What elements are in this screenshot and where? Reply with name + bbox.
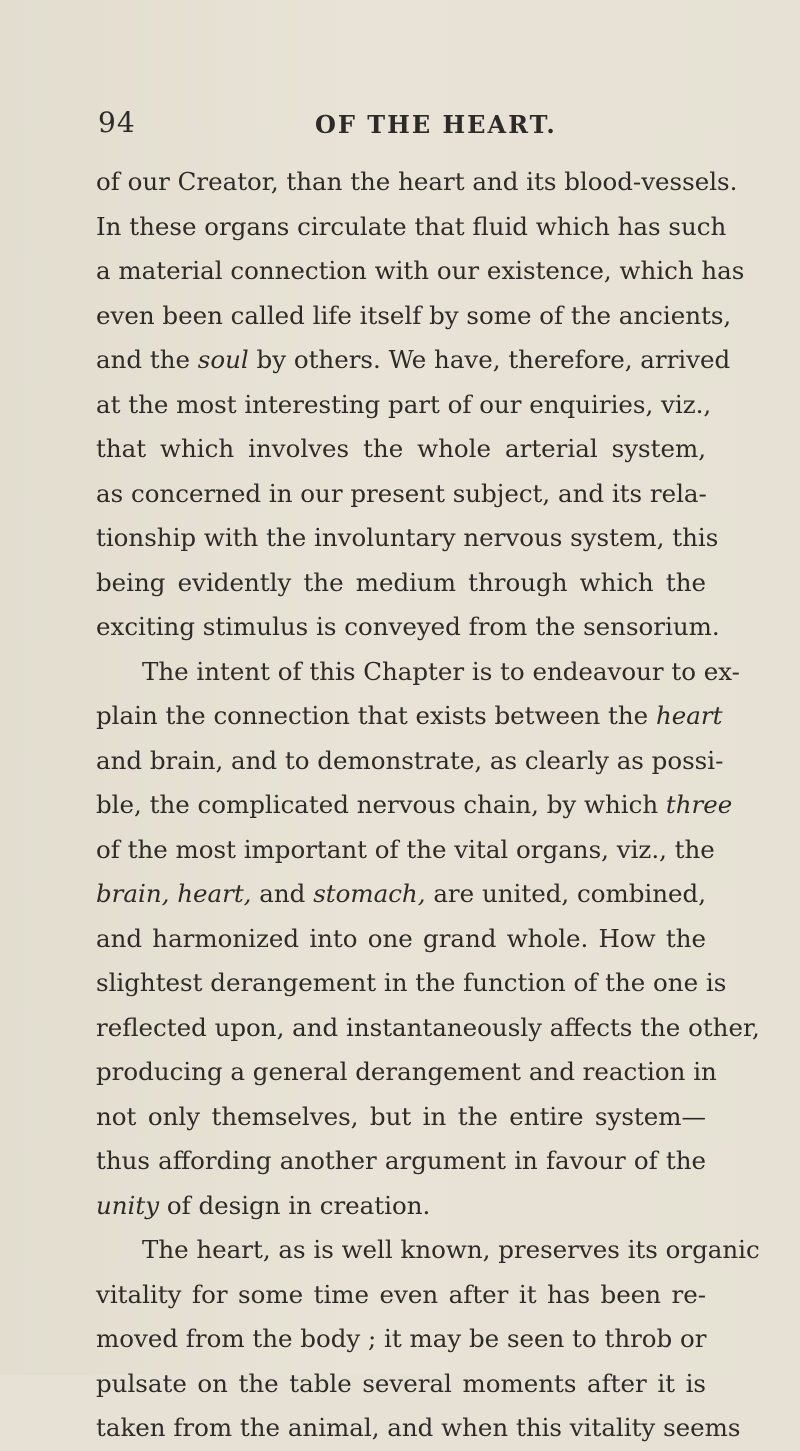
text-line	[96, 1184, 706, 1229]
text-line	[96, 205, 727, 250]
text-segment: and harmonized into one grand whole. How the	[96, 923, 706, 953]
page-number: 94	[98, 106, 136, 139]
paragraph	[96, 160, 745, 650]
italic-text: unity	[96, 1190, 160, 1220]
text-segment: and brain, and to demonstrate, as clearly as possi-	[96, 745, 724, 775]
text-line	[96, 249, 745, 294]
text-line	[96, 383, 712, 428]
text-segment: reflected upon, and instantaneously affects the other,	[96, 1012, 760, 1042]
text-line	[96, 1050, 717, 1095]
italic-text: soul	[197, 345, 249, 374]
italic-text: heart	[655, 701, 723, 730]
text-segment: and	[251, 879, 314, 908]
text-line	[96, 872, 706, 917]
text-segment: that which involves the whole arterial system,	[96, 434, 706, 463]
text-segment: of the most important of the vital organs, viz., the	[96, 834, 715, 864]
text-line	[96, 917, 706, 962]
text-segment: at the most interesting part of our enquiries, viz.,	[96, 389, 712, 419]
body-text	[96, 160, 760, 1451]
text-line	[96, 1273, 706, 1318]
paragraph	[96, 1228, 760, 1451]
italic-text: three	[665, 790, 733, 819]
text-line	[96, 1006, 760, 1051]
text-segment: moved from the body ; it may be seen to throb or	[96, 1324, 707, 1353]
paragraph	[96, 650, 760, 1229]
text-line	[96, 1139, 706, 1184]
italic-text: brain, heart,	[96, 879, 252, 908]
text-segment: producing a general derangement and reaction in	[96, 1057, 717, 1086]
text-segment: tionship with the involuntary nervous system, this	[96, 523, 719, 552]
text-line	[96, 1317, 706, 1362]
text-line	[96, 1228, 760, 1273]
text-line	[96, 427, 706, 472]
text-segment: by others. We have, therefore, arrived	[248, 345, 731, 374]
text-segment: as concerned in our present subject, and its rela-	[96, 478, 707, 508]
text-segment: being evidently the medium through which the	[96, 567, 706, 597]
text-line	[96, 160, 738, 205]
text-segment: and the	[96, 345, 198, 374]
running-title: OF THE HEART.	[315, 110, 557, 139]
text-segment: The intent of this Chapter is to endeavour to ex-	[142, 656, 740, 686]
text-segment: are united, combined,	[425, 879, 706, 908]
text-segment: taken from the animal, and when this vitality seems	[96, 1413, 741, 1442]
running-head	[98, 106, 708, 146]
text-line	[96, 1362, 706, 1407]
text-line	[96, 694, 723, 739]
text-line	[96, 961, 727, 1006]
text-segment: plain the connection that exists between the	[96, 701, 656, 730]
text-line	[96, 1095, 706, 1140]
text-segment: In these organs circulate that fluid which has such	[96, 211, 727, 241]
text-line	[96, 561, 706, 606]
text-segment: thus affording another argument in favour of the	[96, 1146, 706, 1175]
text-segment: even been called life itself by some of the ancients,	[96, 300, 732, 330]
text-line	[96, 783, 733, 828]
text-line	[96, 294, 732, 339]
text-line	[96, 338, 731, 383]
text-segment: of our Creator, than the heart and its blood-vessels.	[96, 167, 738, 196]
text-line	[96, 739, 724, 784]
text-line	[96, 605, 720, 650]
italic-text: stomach,	[313, 879, 426, 908]
text-line	[96, 650, 740, 695]
text-segment: not only themselves, but in the entire system—	[96, 1101, 706, 1131]
text-line	[96, 1406, 741, 1451]
text-segment: of design in creation.	[159, 1190, 431, 1220]
text-line	[96, 828, 715, 873]
text-segment: vitality for some time even after it has been re-	[96, 1279, 706, 1309]
text-segment: a material connection with our existence, which has	[96, 256, 745, 285]
text-segment: exciting stimulus is conveyed from the sensorium.	[96, 612, 720, 641]
text-segment: slightest derangement in the function of the one is	[96, 968, 727, 997]
text-segment: ble, the complicated nervous chain, by which	[96, 790, 666, 819]
text-line	[96, 516, 719, 561]
text-segment: The heart, as is well known, preserves its organic	[142, 1235, 760, 1264]
text-segment: pulsate on the table several moments after it is	[96, 1368, 706, 1398]
text-line	[96, 472, 706, 517]
